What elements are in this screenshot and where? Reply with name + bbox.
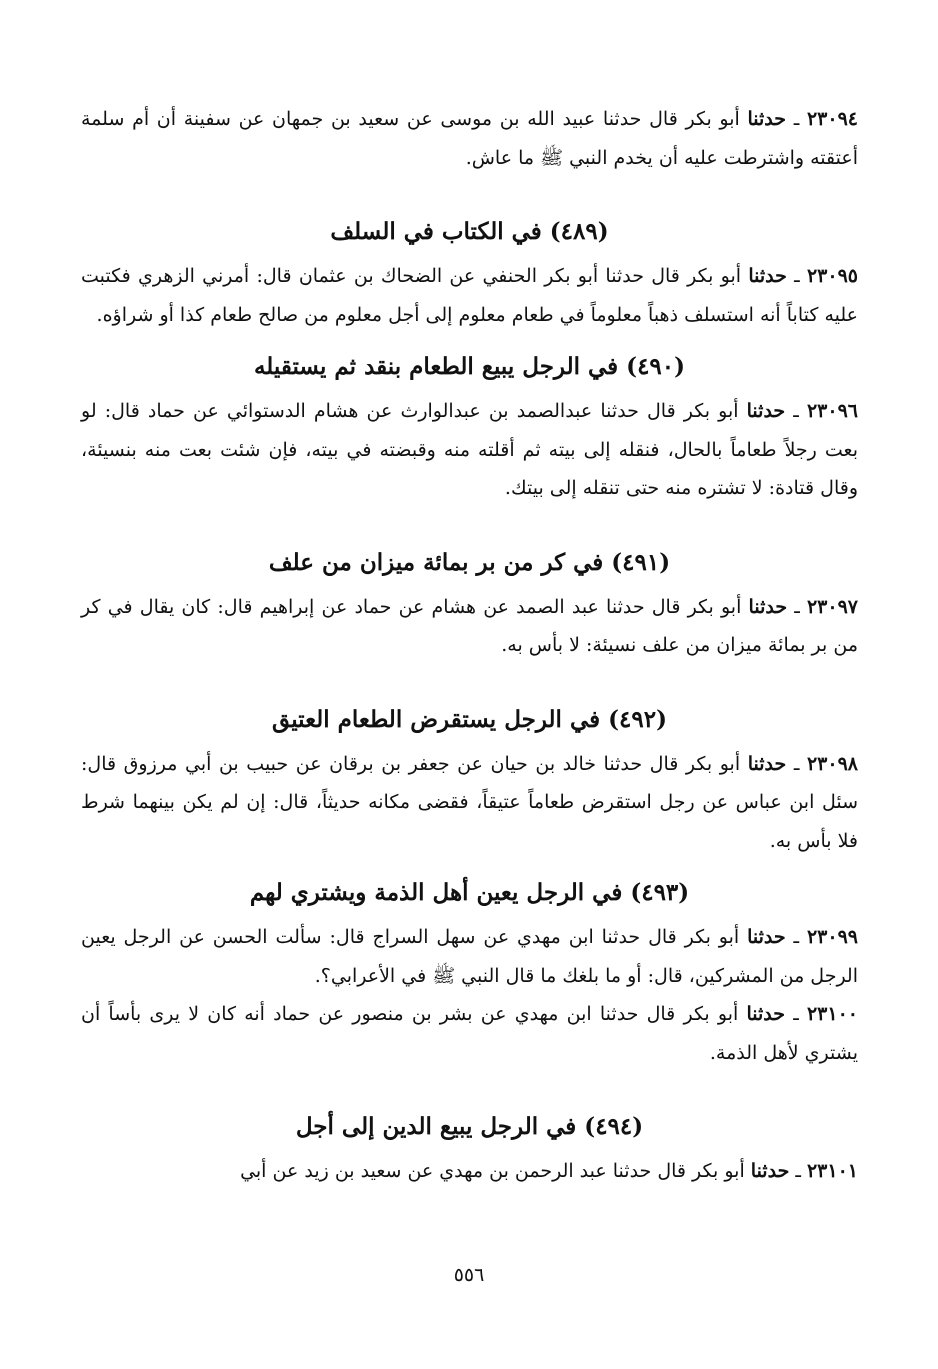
hadith-number: ٢٣٠٩٦ [806, 400, 858, 422]
hadith-text: أبو بكر قال حدثنا عبد الصمد عن هشام عن حماد عن إبراهيم قال: كان يقال في كر من بر بمائة ميزان من علف نسيئة: لا بأس به. [81, 595, 858, 656]
hadith-number: ٢٣٠٩٥ [806, 265, 858, 287]
chapter-heading: (٤٩٠) في الرجل يبيع الطعام بنقد ثم يستقيله [253, 353, 686, 380]
section-490 [81, 350, 858, 508]
hadith-lead: حدثنا [747, 926, 786, 948]
section-491 [81, 546, 858, 665]
hadith-lead: حدثنا [746, 1003, 786, 1025]
hadith-number: ٢٣٠٩٨ [806, 752, 858, 775]
hadith-text: أبو بكر قال حدثنا أبو بكر الحنفي عن الضحاك بن عثمان قال: أمرني الزهري فكتبت عليه كتاباً أنه استسلف ذهباً معلوماً في طعام معلوم إلى أجل معلوم من صالح طعام كذا أو شراؤه. [81, 265, 858, 326]
hadith-lead: حدثنا [748, 595, 788, 618]
hadith-paragraph: ٢٣٠٩٧ ـ حدثنا أبو بكر قال حدثنا عبد الصمد عن هشام عن حماد عن إبراهيم قال: كان يقال في كر من بر بمائة ميزان من علف نسيئة: لا بأس به. [81, 595, 858, 656]
hadith-paragraph: ٢٣١٠٠ ـ حدثنا أبو بكر قال حدثنا ابن مهدي عن بشر بن منصور عن حماد أنه كان لا يرى بأساً أن يشتري لأهل الذمة. [81, 1003, 858, 1064]
hadith-paragraph: ٢٣١٠١ ـ حدثنا أبو بكر قال حدثنا عبد الرحمن بن مهدي عن سعيد بن زيد عن أبي [240, 1160, 858, 1182]
chapter-heading: (٤٩٣) في الرجل يعين أهل الذمة ويشتري لهم [249, 879, 690, 906]
chapter-heading: (٤٩١) في كر من بر بمائة ميزان من علف [268, 548, 671, 576]
hadith-number: ٢٣٠٩٩ [806, 926, 858, 948]
chapter-heading: (٤٩٤) في الرجل يبيع الدين إلى أجل [295, 1113, 644, 1140]
section-489 [81, 215, 858, 334]
section-494 [81, 1110, 858, 1191]
page-body [81, 100, 858, 1191]
hadith-text: أبو بكر قال حدثنا عبيد الله بن موسى عن سعيد بن جمهان عن سفينة أن أم سلمة أعتقته واشترطت عليه أن يخدم النبي ﷺ ما عاش. [81, 108, 858, 169]
hadith-paragraph: ٢٣٠٩٩ ـ حدثنا أبو بكر قال حدثنا ابن مهدي عن سهل السراج قال: سألت الحسن عن الرجل يعين الرجل من المشركين، قال: أو ما بلغك ما قال النبي ﷺ في الأعرابي؟. [81, 926, 858, 987]
chapter-heading: (٤٨٩) في الكتاب في السلف [330, 218, 609, 245]
hadith-number: ٢٣١٠١ [806, 1160, 858, 1182]
hadith-text: أبو بكر قال حدثنا ابن مهدي عن بشر بن منصور عن حماد أنه كان لا يرى بأساً أن يشتري لأهل الذمة. [81, 1003, 858, 1064]
hadith-lead: حدثنا [747, 752, 787, 775]
hadith-text: أبو بكر قال حدثنا خالد بن حيان عن جعفر بن برقان عن حبيب بن أبي مرزوق قال: سئل ابن عباس عن رجل استقرض طعاماً عتيقاً، فقضى مكانه حديثاً، قال: إن لم يكن بينهما شرط فلا بأس به. [81, 752, 858, 852]
hadith-lead: حدثنا [747, 108, 787, 130]
section-492 [81, 703, 858, 861]
hadith-text: أبو بكر قال حدثنا عبدالصمد بن عبدالوارث عن هشام الدستوائي عن حماد قال: لو بعت رجلاً طعاماً بالحال، فنقله إلى بيته ثم أقلته منه وقبضته في بيته، فإن شئت بعت منه بنسيئة، وقال قتادة: لا تشتره منه حتى تنقله إلى بيتك. [81, 400, 858, 499]
hadith-lead: حدثنا [746, 400, 786, 422]
hadith-paragraph: ٢٣٠٩٥ ـ حدثنا أبو بكر قال حدثنا أبو بكر الحنفي عن الضحاك بن عثمان قال: أمرني الزهري فكتبت عليه كتاباً أنه استسلف ذهباً معلوماً في طعام معلوم إلى أجل معلوم من صالح طعام كذا أو شراؤه. [81, 265, 858, 326]
hadith-text: أبو بكر قال حدثنا عبد الرحمن بن مهدي عن سعيد بن زيد عن أبي [240, 1160, 745, 1182]
hadith-paragraph: ٢٣٠٩٤ ـ حدثنا أبو بكر قال حدثنا عبيد الله بن موسى عن سعيد بن جمهان عن سفينة أن أم سلمة أعتقته واشترطت عليه أن يخدم النبي ﷺ ما عاش. [81, 108, 858, 169]
hadith-number: ٢٣٠٩٤ [806, 108, 858, 130]
hadith-number: ٢٣١٠٠ [806, 1003, 858, 1025]
chapter-heading: (٤٩٢) في الرجل يستقرض الطعام العتيق [272, 705, 667, 733]
hadith-lead: حدثنا [750, 1160, 790, 1182]
section-493 [81, 876, 858, 1072]
hadith-paragraph: ٢٣٠٩٦ ـ حدثنا أبو بكر قال حدثنا عبدالصمد بن عبدالوارث عن هشام الدستوائي عن حماد قال: لو بعت رجلاً طعاماً بالحال، فنقله إلى بيته ثم أقلته منه وقبضته في بيته، فإن شئت بعت منه بنسيئة، وقال قتادة: لا تشتره منه حتى تنقله إلى بيتك. [81, 400, 858, 499]
hadith-paragraph: ٢٣٠٩٨ ـ حدثنا أبو بكر قال حدثنا خالد بن حيان عن جعفر بن برقان عن حبيب بن أبي مرزوق قال: سئل ابن عباس عن رجل استقرض طعاماً عتيقاً، فقضى مكانه حديثاً، قال: إن لم يكن بينهما شرط فلا بأس به. [81, 752, 858, 852]
hadith-number: ٢٣٠٩٧ [806, 595, 858, 618]
section-23094 [81, 100, 858, 177]
page-number: ٥٥٦ [453, 1264, 485, 1286]
hadith-text: أبو بكر قال حدثنا ابن مهدي عن سهل السراج قال: سألت الحسن عن الرجل يعين الرجل من المشركين، قال: أو ما بلغك ما قال النبي ﷺ في الأعرابي؟. [81, 926, 858, 987]
hadith-lead: حدثنا [748, 265, 787, 287]
